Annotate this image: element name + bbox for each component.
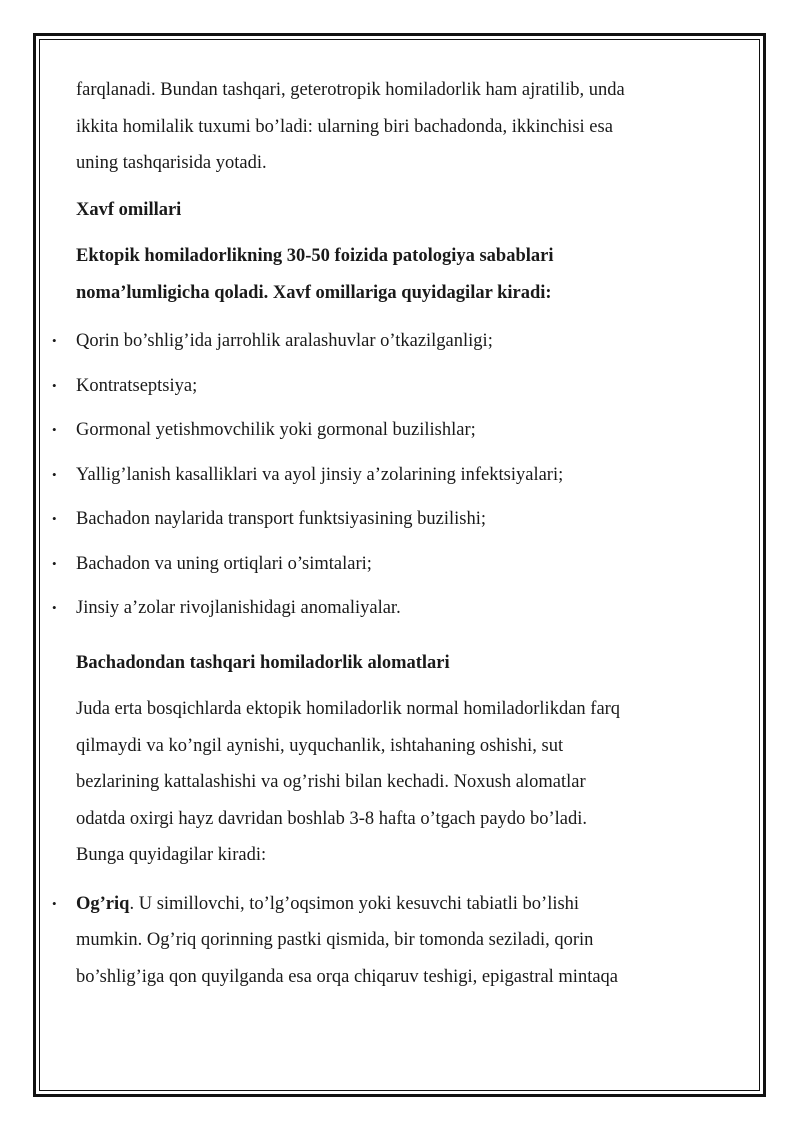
list-item bbox=[52, 590, 736, 627]
text-line bbox=[76, 886, 736, 923]
bullet-icon: • bbox=[52, 377, 57, 393]
bullet-icon: • bbox=[52, 555, 57, 571]
list-item bbox=[52, 886, 736, 996]
symptoms-list bbox=[52, 886, 736, 996]
bullet-icon: • bbox=[52, 422, 57, 437]
list-item bbox=[52, 501, 736, 538]
text-line: Ektopik homiladorlikning 30-50 foizida patologiya sabablari bbox=[76, 246, 554, 266]
text-line: noma’lumligicha qoladi. Xavf omillariga quyidagilar kiradi: bbox=[76, 282, 552, 303]
bullet-icon: • bbox=[52, 895, 57, 911]
text-line: ikkita homilalik tuxumi bo’ladi: ularning biri bachadonda, ikkinchisi esa bbox=[76, 116, 613, 137]
bullet-icon: • bbox=[52, 600, 57, 615]
symptoms-paragraph bbox=[76, 691, 736, 874]
text-line: qilmaydi va ko’ngil aynishi, uyquchanlik, ishtahaning oshishi, sut bbox=[76, 735, 564, 756]
text-line: Bunga quyidagilar kiradi: bbox=[76, 845, 267, 865]
risk-factors-list bbox=[52, 323, 736, 627]
list-item-text: Bachadon va uning ortiqlari o’simtalari; bbox=[76, 553, 372, 574]
list-item bbox=[52, 323, 736, 360]
text-line: odatda oxirgi hayz davridan boshlab 3-8 hafta o’tgach paydo bo’ladi. bbox=[76, 808, 587, 829]
risk-intro-paragraph bbox=[76, 238, 736, 311]
text-line: Juda erta bosqichlarda ektopik homiladorlik normal homiladorlikdan farq bbox=[76, 699, 621, 719]
list-item bbox=[52, 457, 736, 494]
pain-term: Og’riq bbox=[76, 893, 130, 914]
list-item-text: Jinsiy a’zolar rivojlanishidagi anomaliyalar. bbox=[76, 598, 401, 618]
list-item-text: Gormonal yetishmovchilik yoki gormonal buzilishlar; bbox=[76, 420, 476, 440]
symptoms-heading: Bachadondan tashqari homiladorlik alomatlari bbox=[76, 652, 450, 673]
bullet-icon: • bbox=[52, 466, 57, 482]
list-item-text: Qorin bo’shlig’ida jarrohlik aralashuvlar o’tkazilganligi; bbox=[76, 331, 493, 351]
risk-factors-heading: Xavf omillari bbox=[76, 199, 182, 220]
list-item-text: Kontratseptsiya; bbox=[76, 375, 198, 396]
bullet-icon: • bbox=[52, 333, 57, 348]
text-line: bo’shlig’iga qon quyilganda esa orqa chiqaruv teshigi, epigastral mintaqa bbox=[76, 966, 619, 987]
document-body bbox=[52, 72, 736, 1003]
pain-text: . U simillovchi, to’lg’oqsimon yoki kesuvchi tabiatli bo’lishi bbox=[129, 893, 580, 914]
list-item-text: Yallig’lanish kasalliklari va ayol jinsiy a’zolarining infektsiyalari; bbox=[76, 464, 564, 485]
text-line: mumkin. Og’riq qorinning pastki qismida, bir tomonda seziladi, qorin bbox=[76, 930, 594, 950]
bullet-icon: • bbox=[52, 511, 57, 526]
text-line: farqlanadi. Bundan tashqari, geterotropik homiladorlik ham ajratilib, unda bbox=[76, 80, 625, 100]
list-item bbox=[52, 412, 736, 449]
list-item-text: Bachadon naylarida transport funktsiyasining buzilishi; bbox=[76, 509, 486, 529]
text-line: uning tashqarisida yotadi. bbox=[76, 153, 267, 173]
list-item bbox=[52, 368, 736, 405]
list-item bbox=[52, 546, 736, 583]
text-line: bezlarining kattalashishi va og’rishi bilan kechadi. Noxush alomatlar bbox=[76, 772, 586, 792]
intro-paragraph bbox=[76, 72, 736, 182]
